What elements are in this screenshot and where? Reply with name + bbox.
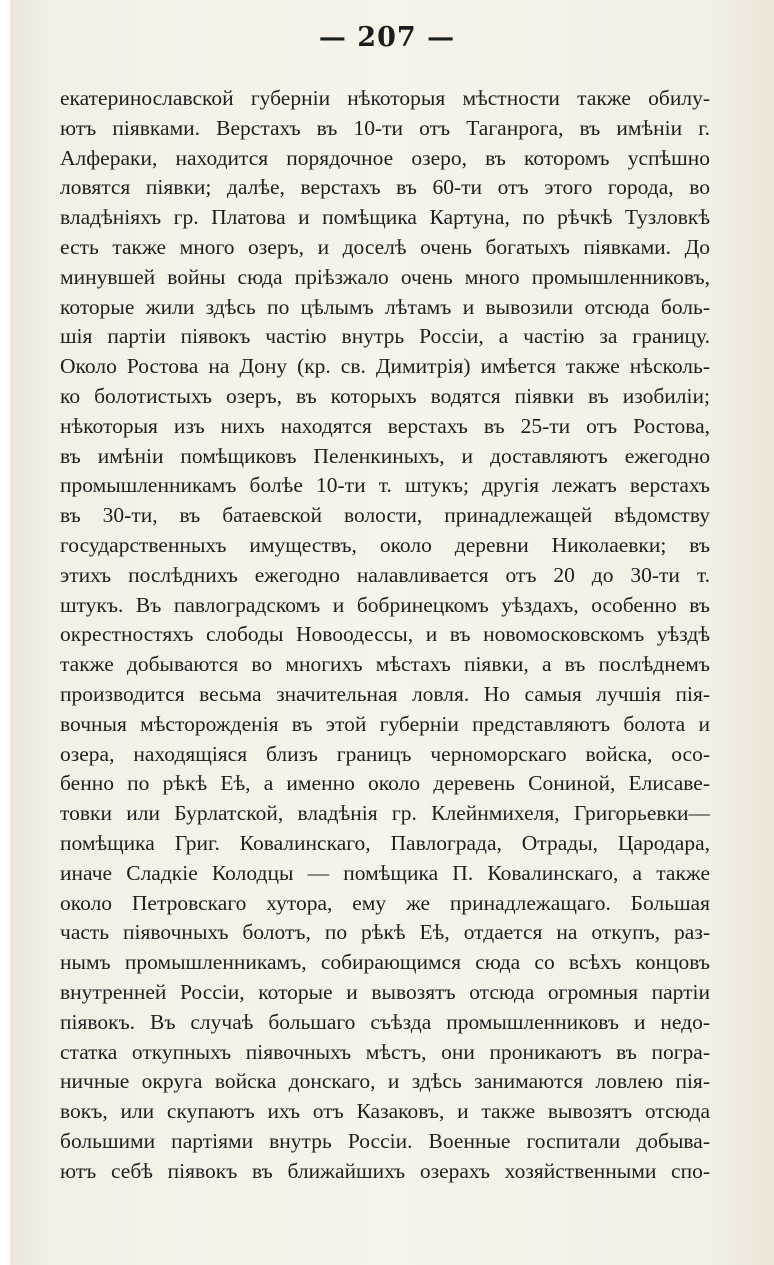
text-line: также добываются во многихъ мѣстахъ піявки, а въ послѣднемъ — [60, 652, 710, 677]
text-line: производится весьма значительная ловля. Но самыя лучшія пія- — [60, 681, 710, 706]
text-line: товки или Бурлатской, владѣнія гр. Клейнмихеля, Григорьевки— — [60, 801, 710, 826]
text-line: Алфераки, находится порядочное озеро, въ которомъ успѣшно — [60, 145, 710, 170]
text-line: нѣкоторыя изъ нихъ находятся верстахъ въ 25-ти отъ Ростова, — [60, 413, 710, 438]
text-line: Около Ростова на Дону (кр. св. Димитрія) имѣется также нѣсколь- — [60, 354, 710, 379]
text-line: минувшей войны сюда пріѣзжало очень много промышленниковъ, — [60, 264, 710, 289]
text-line: статка откупныхъ піявочныхъ мѣстъ, они проникаютъ въ погра- — [60, 1039, 710, 1064]
text-line: въ имѣніи помѣщиковъ Пеленкиныхъ, и доставляютъ ежегодно — [60, 443, 710, 468]
text-line: піявокъ. Въ случаѣ большаго съѣзда промышленниковъ и недо- — [60, 1009, 710, 1034]
text-line: ничные округа войска донскаго, и здѣсь занимаются ловлею пія- — [60, 1069, 710, 1094]
text-line: ловятся піявки; далѣе, верстахъ въ 60-ти отъ этого города, во — [60, 175, 710, 200]
text-line: екатеринославской губерніи нѣкоторыя мѣстности также обилу- — [60, 86, 710, 110]
text-line: есть также много озеръ, и доселѣ очень богатыхъ піявками. До — [60, 234, 710, 259]
text-line: около Петровскаго хутора, ему же принадлежащаго. Большая — [60, 890, 710, 915]
text-line: вочныя мѣсторожденія въ этой губерніи представляютъ болота и — [60, 711, 710, 736]
page-number: — 207 — — [318, 22, 456, 53]
text-line: иначе Сладкіе Колодцы — помѣщика П. Ковалинскаго, а также — [60, 860, 710, 885]
text-line: которые жили здѣсь по цѣлымъ лѣтамъ и вывозили отсюда боль- — [60, 294, 710, 319]
text-line: владѣніяхъ гр. Платова и помѣщика Картуна, по рѣчкѣ Тузловкѣ — [60, 205, 710, 230]
text-line: промышленникамъ болѣе 10-ти т. штукъ; другія лежатъ верстахъ — [60, 473, 710, 498]
text-line: окрестностяхъ слободы Новоодессы, и въ новомосковскомъ уѣздѣ — [60, 622, 710, 647]
text-line: въ 30-ти, въ батаевской волости, принадлежащей вѣдомству — [60, 503, 710, 528]
text-line: бенно по рѣкѣ Еѣ, а именно около деревень Сониной, Елисаве- — [60, 771, 710, 796]
text-line: ютъ піявками. Верстахъ въ 10-ти отъ Таганрога, въ имѣніи г. — [60, 115, 710, 140]
text-line: озера, находящіяся близъ границъ черноморскаго войска, осо- — [60, 741, 710, 766]
body-text — [60, 84, 710, 1186]
text-line: нымъ промышленникамъ, собирающимся сюда со всѣхъ концовъ — [60, 950, 710, 975]
text-line: ютъ себѣ піявокъ въ ближайшихъ озерахъ хозяйственными спо- — [60, 1158, 710, 1183]
text-line: государственныхъ имуществъ, около деревни Николаевки; въ — [60, 532, 710, 557]
text-line: ко болотистыхъ озеръ, въ которыхъ водятся піявки въ изобиліи; — [60, 383, 710, 408]
text-line: часть піявочныхъ болотъ, по рѣкѣ Еѣ, отдается на откупъ, раз- — [60, 920, 710, 945]
text-line: вокъ, или скупаютъ ихъ отъ Казаковъ, и также вывозятъ отсюда — [60, 1099, 710, 1124]
text-line: помѣщика Григ. Ковалинскаго, Павлограда, Отрады, Цародара, — [60, 830, 710, 855]
text-line: штукъ. Въ павлоградскомъ и бобринецкомъ уѣздахъ, особенно въ — [60, 592, 710, 617]
text-line: внутренней Россіи, которые и вывозятъ отсюда огромныя партіи — [60, 979, 710, 1004]
text-line: большими партіями внутрь Россіи. Военные госпитали добыва- — [60, 1128, 710, 1153]
text-line: шія партіи піявокъ частію внутрь Россіи, а частію за границу. — [60, 324, 710, 349]
text-line: этихъ послѣднихъ ежегодно налавливается отъ 20 до 30-ти т. — [60, 562, 710, 587]
